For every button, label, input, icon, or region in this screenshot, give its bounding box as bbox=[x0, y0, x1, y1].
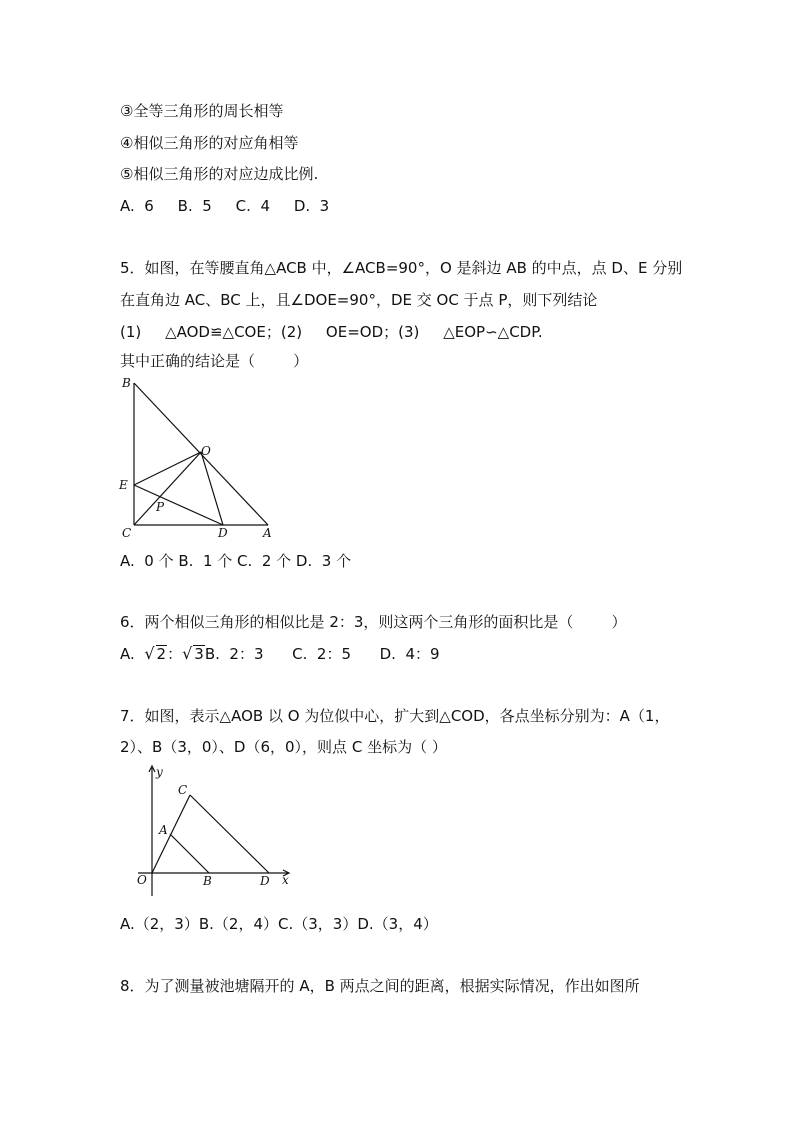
q7-label-a: A bbox=[159, 823, 168, 837]
statement-5: ⑤相似三角形的对应边成比例. bbox=[120, 165, 319, 183]
q5-line4: 其中正确的结论是（ ） bbox=[120, 352, 309, 370]
q5-options: A. 0 个 B. 1 个 C. 2 个 D. 3 个 bbox=[120, 552, 352, 570]
q7-line1: 7．如图，表示△AOB 以 O 为位似中心，扩大到△COD，各点坐标分别为：A（1， bbox=[120, 707, 670, 725]
q7-label-b: B bbox=[203, 874, 212, 888]
q7-label-o: O bbox=[137, 873, 147, 887]
q5-label-e: E bbox=[119, 478, 128, 492]
q6-sqrt-b: 3 bbox=[194, 645, 204, 663]
q7-label-x: x bbox=[282, 873, 289, 887]
sqrt-symbol-icon: √ bbox=[144, 644, 155, 663]
q5-line1: 5．如图，在等腰直角△ACB 中，∠ACB=90°，O 是斜边 AB 的中点，点 D、E 分别 bbox=[120, 259, 683, 277]
q6-sqrt-a: 2 bbox=[156, 645, 167, 663]
q8-line1: 8．为了测量被池塘隔开的 A，B 两点之间的距离，根据实际情况，作出如图所 bbox=[120, 977, 640, 995]
q7-line2: 2）、B（3，0）、D（6，0），则点 C 坐标为（ ） bbox=[120, 738, 447, 756]
sqrt-symbol-icon: √ bbox=[182, 644, 193, 663]
q5-line2: 在直角边 AC、BC 上，且∠DOE=90°，DE 交 OC 于点 P，则下列结论 bbox=[120, 291, 598, 309]
q5-label-o: O bbox=[201, 444, 211, 458]
q5-label-a: A bbox=[263, 526, 272, 540]
statement-3: ③全等三角形的周长相等 bbox=[120, 102, 284, 120]
q5-figure bbox=[115, 375, 285, 545]
q5-line3: (1) △AOD≌△COE；(2) OE=OD；(3) △EOP∽△CDP. bbox=[120, 323, 543, 341]
q6-colon: ： bbox=[167, 645, 183, 663]
q7-label-y: y bbox=[156, 765, 163, 779]
q7-options: A.（2，3）B.（2，4）C.（3，3）D.（3，4） bbox=[120, 915, 438, 933]
q4-options: A. 6 B. 5 C. 4 D. 3 bbox=[120, 197, 330, 215]
q5-label-p: P bbox=[156, 500, 165, 514]
q6-options bbox=[120, 644, 440, 664]
q7-figure bbox=[118, 760, 298, 900]
q6-options-rest: B. 2：3 C. 2：5 D. 4：9 bbox=[204, 645, 440, 663]
q7-label-d: D bbox=[260, 874, 270, 888]
statement-4: ④相似三角形的对应角相等 bbox=[120, 134, 299, 152]
q6-line1: 6．两个相似三角形的相似比是 2：3，则这两个三角形的面积比是（ ） bbox=[120, 613, 627, 631]
q5-label-d: D bbox=[218, 526, 228, 540]
q5-label-b: B bbox=[122, 376, 131, 390]
q7-label-c: C bbox=[178, 783, 188, 797]
q6-option-a-prefix: A. bbox=[120, 645, 145, 663]
q5-label-c: C bbox=[122, 526, 132, 540]
